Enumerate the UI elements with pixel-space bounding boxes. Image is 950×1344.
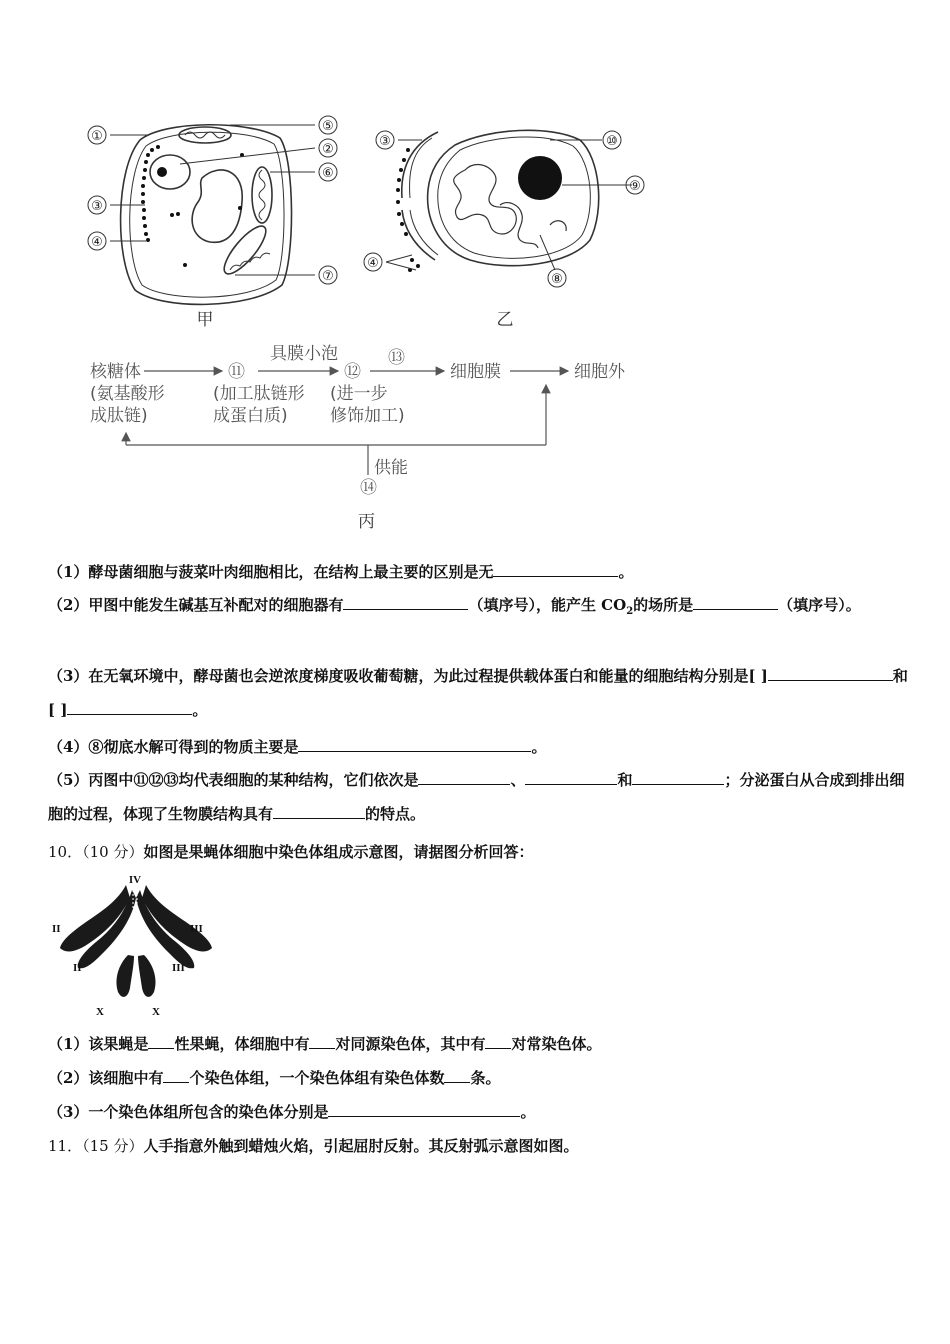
num-4: ④ (91, 235, 103, 250)
num-9: ⑨ (629, 179, 641, 194)
q9-p2c: 的场所是 (633, 596, 694, 614)
nucleus-yi (402, 130, 599, 265)
flow-n11: ⑪ (228, 362, 245, 382)
answer-blank[interactable] (525, 770, 617, 785)
num-3-yi: ③ (379, 134, 391, 149)
label-yi: 乙 (496, 310, 514, 330)
chrom-label-iii-top: III (190, 923, 203, 935)
num-4-yi: ④ (367, 256, 379, 271)
q9-p5a: （5）丙图中⑪⑫⑬均代表细胞的某种结构，它们依次是 (48, 771, 419, 789)
q10-p1d: 对常染色体。 (511, 1035, 602, 1053)
q11-number: 11．（15 分） (48, 1137, 144, 1155)
q10-p2c: 条。 (470, 1069, 501, 1087)
answer-blank[interactable] (828, 666, 893, 681)
flow-n11-note2: 成蛋白质) (213, 406, 288, 426)
answer-blank[interactable] (148, 1034, 174, 1049)
ribosomes-yi (396, 148, 420, 272)
answer-blank[interactable] (67, 700, 192, 715)
q9-part3 (48, 659, 908, 727)
q10-p3a: （3）一个染色体组所包含的染色体分别是 (48, 1103, 329, 1121)
answer-blank[interactable] (444, 1068, 470, 1083)
q9-p2a: （2）甲图中能发生碱基互补配对的细胞器有 (48, 596, 344, 614)
num-5: ⑤ (322, 119, 334, 134)
chrom-label-ii-top: II (52, 923, 61, 935)
answer-blank[interactable] (768, 666, 828, 681)
q10-part1 (48, 1034, 908, 1054)
chromosome-diagram (48, 870, 213, 1020)
chrom-label-x-left: X (96, 1006, 104, 1018)
q11-stem-text: 人手指意外触到蜡烛火焰，引起屈肘反射。其反射弧示意图如图。 (143, 1137, 579, 1155)
answer-blank[interactable] (418, 770, 510, 785)
q10-p1b: 性果蝇，体细胞中有 (174, 1035, 310, 1053)
answer-blank[interactable] (163, 1068, 189, 1083)
q9-p2b: （填序号），能产生 CO (468, 596, 627, 614)
flow-vesicle: 具膜小泡 (270, 344, 338, 364)
flow-ribosome: 核糖体 (90, 362, 141, 382)
flow-n12-note1: (进一步 (330, 384, 388, 404)
flow-energy: 供能 (374, 458, 408, 478)
flow-ribosome-note1: (氨基酸形 (90, 384, 165, 404)
flow-outside: 细胞外 (574, 362, 625, 382)
answer-blank[interactable] (485, 1034, 511, 1049)
q9-part1 (48, 562, 908, 582)
q9-p5c: 到排出细胞的过程，体现了生物膜结构具有 (48, 771, 905, 823)
chrom-label-ii-bottom: II (73, 962, 82, 974)
flow-membrane: 细胞膜 (450, 362, 501, 382)
q9-p3a: （3）在无氧环境中，酵母菌也会逆浓度梯度吸收葡萄糖，为此过程提供载体蛋白和能量的细胞结构分别是[ ] (48, 667, 768, 685)
flow-n12: ⑫ (344, 362, 361, 382)
q9-p1-text: （1）酵母菌细胞与菠菜叶肉细胞相比，在结构上最主要的区别是无 (48, 563, 494, 581)
ribosome-dots (141, 145, 244, 267)
q9-p5-sep2: 和 (617, 771, 633, 789)
flow-n12-note2: 修饰加工) (330, 406, 405, 426)
q9-p3b: 和[ ] (48, 667, 908, 719)
q9-p4-end: 。 (531, 738, 547, 756)
answer-blank[interactable] (298, 737, 531, 752)
q9-part5 (48, 763, 908, 831)
answer-blank[interactable] (343, 595, 468, 610)
num-1: ① (91, 129, 103, 144)
q10-part3 (48, 1102, 908, 1122)
q10-stem (48, 842, 908, 862)
q9-p5b: ；分泌蛋白从合成 (724, 771, 845, 789)
nucleolus (518, 156, 562, 200)
answer-blank[interactable] (493, 562, 618, 577)
chrom-label-iii-bottom: III (172, 962, 185, 974)
num-2: ② (322, 142, 334, 157)
num-7: ⑦ (322, 269, 334, 284)
cell-jia (121, 125, 292, 305)
label-jia: 甲 (196, 310, 214, 330)
q9-p2-sub: 2 (626, 606, 634, 617)
answer-blank[interactable] (328, 1102, 520, 1117)
q9-p5d: 的特点。 (365, 805, 426, 823)
answer-blank[interactable] (273, 804, 365, 819)
q10-stem-text: 如图是果蝇体细胞中染色体组成示意图，请据图分析回答： (143, 843, 534, 861)
flow-n13: ⑬ (388, 348, 405, 368)
q9-p5-sep1: 、 (510, 771, 526, 789)
chromosomes (60, 885, 212, 997)
chrom-label-x-right: X (152, 1006, 160, 1018)
num-6: ⑥ (322, 166, 334, 181)
q10-number: 10．（10 分） (48, 843, 144, 861)
q10-p2a: （2）该细胞中有 (48, 1069, 164, 1087)
answer-blank[interactable] (309, 1034, 335, 1049)
secretion-flow-diagram (80, 335, 660, 535)
q9-part4 (48, 737, 908, 757)
answer-blank[interactable] (632, 770, 724, 785)
q10-p2b: 个染色体组，一个染色体组有染色体数 (189, 1069, 445, 1087)
q10-part2 (48, 1068, 908, 1088)
q10-p1c: 对同源染色体，其中有 (335, 1035, 486, 1053)
num-8: ⑧ (551, 272, 563, 287)
flow-n14: ⑭ (360, 478, 377, 498)
flow-ribosome-note2: 成肽链) (90, 406, 148, 426)
q10-p3-end: 。 (520, 1103, 536, 1121)
q9-p4a: （4）⑧彻底水解可得到的物质主要是 (48, 738, 299, 756)
answer-blank[interactable] (693, 595, 778, 610)
q9-p2e: 号）。 (823, 596, 861, 614)
q9-part2 (48, 588, 908, 629)
num-3: ③ (91, 199, 103, 214)
q9-p2d: （填序 (778, 596, 824, 614)
q9-p3-end: 。 (192, 701, 208, 719)
q10-p1a: （1）该果蝇是 (48, 1035, 149, 1053)
flow-n11-note1: (加工肽链形 (213, 384, 305, 404)
q11-stem (48, 1136, 908, 1156)
cell-diagrams (70, 110, 670, 335)
label-bing: 丙 (358, 512, 375, 532)
q9-p1-end: 。 (618, 563, 634, 581)
num-10: ⑩ (606, 134, 618, 149)
chrom-label-iv: IV (128, 874, 142, 886)
